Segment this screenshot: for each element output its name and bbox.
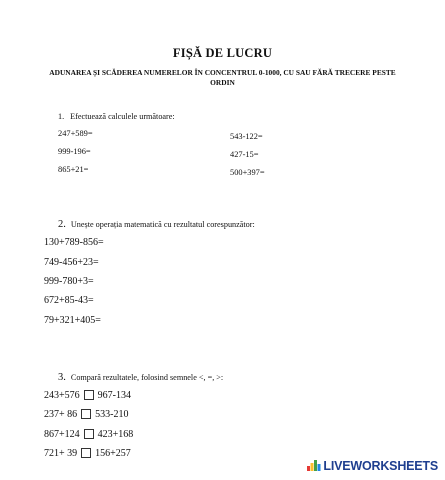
exercise: 999-780+3= <box>44 276 94 287</box>
exercise: 130+789-856= <box>44 237 104 248</box>
exercise: 247+589= <box>58 129 93 138</box>
comparison-left: 867+124 <box>44 429 80 440</box>
liveworksheets-watermark <box>307 459 438 473</box>
page-subtitle: ADUNAREA ȘI SCĂDEREA NUMERELOR ÎN CONCENTRUL 0-1000, CU SAU FĂRĂ TRECERE PESTE ORDIN <box>49 68 396 87</box>
section-number: 1. <box>58 112 65 121</box>
section-1-heading <box>58 112 175 121</box>
comparison-box[interactable] <box>81 409 91 419</box>
section-3-heading <box>58 372 223 383</box>
exercise: 672+85-43= <box>44 295 94 306</box>
comparison-right: 156+257 <box>95 448 131 459</box>
exercise: 543-122= <box>230 132 263 141</box>
section-2-heading <box>58 219 255 230</box>
comparison-right: 967-134 <box>97 390 131 401</box>
section-instruction: Unește operația matematică cu rezultatul corespunzător: <box>70 220 255 229</box>
comparison-row <box>44 409 128 420</box>
section-number: 2. <box>58 219 66 230</box>
page-title: FIȘĂ DE LUCRU <box>172 46 273 60</box>
watermark-text: LIVEWORKSHEETS <box>323 459 438 473</box>
section-number: 3. <box>58 372 66 383</box>
exercise: 865+21= <box>58 165 89 174</box>
comparison-left: 237+ 86 <box>44 409 78 420</box>
exercise: 500+397= <box>230 168 265 177</box>
comparison-left: 243+576 <box>44 390 80 401</box>
comparison-row <box>44 390 131 401</box>
comparison-box[interactable] <box>84 429 94 439</box>
comparison-box[interactable] <box>84 390 94 400</box>
exercise: 427-15= <box>230 150 259 159</box>
comparison-right: 533-210 <box>95 409 129 420</box>
comparison-box[interactable] <box>81 448 91 458</box>
liveworksheets-logo-icon <box>307 460 321 471</box>
exercise: 79+321+405= <box>44 315 101 326</box>
section-instruction: Compară rezultatele, folosind semnele <, =, >: <box>70 373 224 382</box>
comparison-left: 721+ 39 <box>44 448 78 459</box>
comparison-right: 423+168 <box>97 429 134 440</box>
comparison-row <box>44 429 133 440</box>
section-instruction: Efectuează calculele următoare: <box>70 112 175 121</box>
exercise: 999-196= <box>58 147 91 156</box>
exercise: 749-456+23= <box>44 257 99 268</box>
comparison-row <box>44 448 131 459</box>
